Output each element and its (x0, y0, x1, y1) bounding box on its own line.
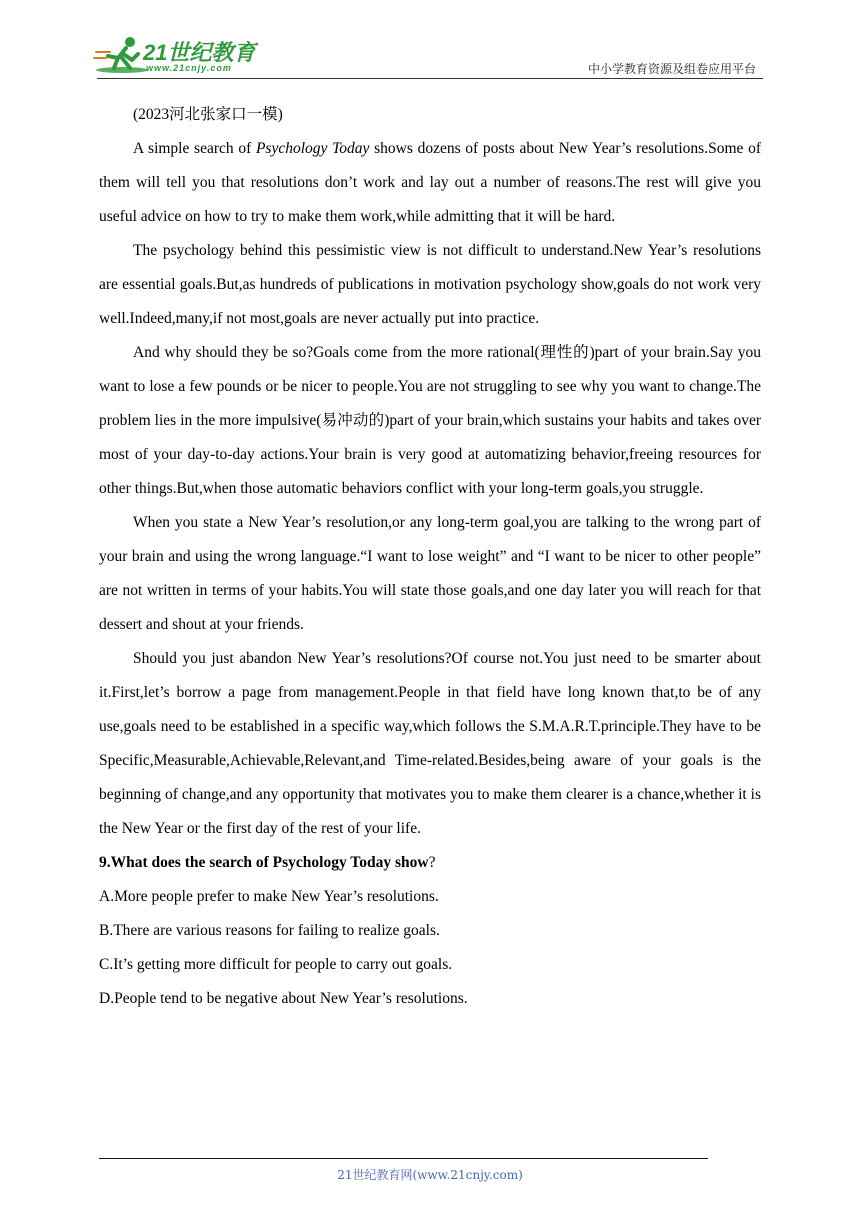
header-divider (97, 78, 763, 79)
document-body (99, 98, 761, 1016)
question-stem (99, 846, 761, 880)
footer-link[interactable]: 21世纪教育网(www.21cnjy.com) (337, 1168, 523, 1182)
platform-title: 中小学教育资源及组卷应用平台 (587, 62, 756, 76)
page-header (0, 0, 860, 80)
source-note: (2023河北张家口一模) (133, 106, 283, 123)
logo-text: 21世纪教育 (143, 40, 256, 65)
option-a: A.More people prefer to make New Year’s resolutions. (99, 888, 439, 905)
magazine-title: Psychology Today (255, 140, 370, 157)
question-dot: . (106, 854, 111, 871)
question-mark: ? (428, 854, 436, 871)
question-text: What does the search of Psychology Today show (110, 854, 429, 871)
paragraph-1 (99, 132, 761, 234)
footer-divider (99, 1158, 708, 1159)
option-c: C.It’s getting more difficult for people to carry out goals. (99, 956, 453, 973)
paragraph-4: When you state a New Year’s resolution,or any long-term goal,you are talking to the wrong part of your brain and using the wrong language.“I want to lose weight” and “I want to be nicer to other people” are not written in terms of your habits.You will state those goals,and one day later you will reach for that dessert and shout at your friends. (99, 514, 761, 633)
option-d: D.People tend to be negative about New Year’s resolutions. (99, 990, 468, 1007)
paragraph-5: Should you just abandon New Year’s resolutions?Of course not.You just need to be smarter about it.First,let’s borrow a page from management.People in that field have long known that,to be of any use,goals need to be established in a specific way,which follows the S.M.A.R.T.principle.They have to be Specific,Measurable,Achievable,Relevant,and Time-related.Besides,being aware of your goals is the beginning of change,and any opportunity that motivates you to make them clearer is a chance,whether it is the New Year or the first day of the rest of your life. (99, 650, 761, 837)
logo-url: www.21cnjy.com (146, 63, 232, 73)
paragraph-1-start: A simple search of (133, 140, 256, 157)
question-number: 9 (99, 854, 107, 871)
paragraph-2: The psychology behind this pessimistic view is not difficult to understand.New Year’s resolutions are essential goals.But,as hundreds of publications in motivation psychology show,goals do not work very well.Indeed,many,if not most,goals are never actually put into practice. (99, 242, 761, 327)
option-b: B.There are various reasons for failing to realize goals. (99, 922, 440, 939)
paragraph-1-rest: shows dozens of posts about New Year’s resolutions.Some of them will tell you that resolutions don’t work and lay out a number of reasons.The rest will give you useful advice on how to try to make them work,while admitting that it will be hard. (99, 140, 761, 225)
paragraph-3: And why should they be so?Goals come from the more rational(理性的)part of your brain.Say you want to lose a few pounds or be nicer to people.You are not struggling to see why you want to change.The problem lies in the more impulsive(易冲动的)part of your brain,which sustains your habits and takes over most of your day-to-day actions.Your brain is very good at automatizing behavior,freeing resources for other things.But,when those automatic behaviors conflict with your long-term goals,you struggle. (99, 344, 761, 497)
